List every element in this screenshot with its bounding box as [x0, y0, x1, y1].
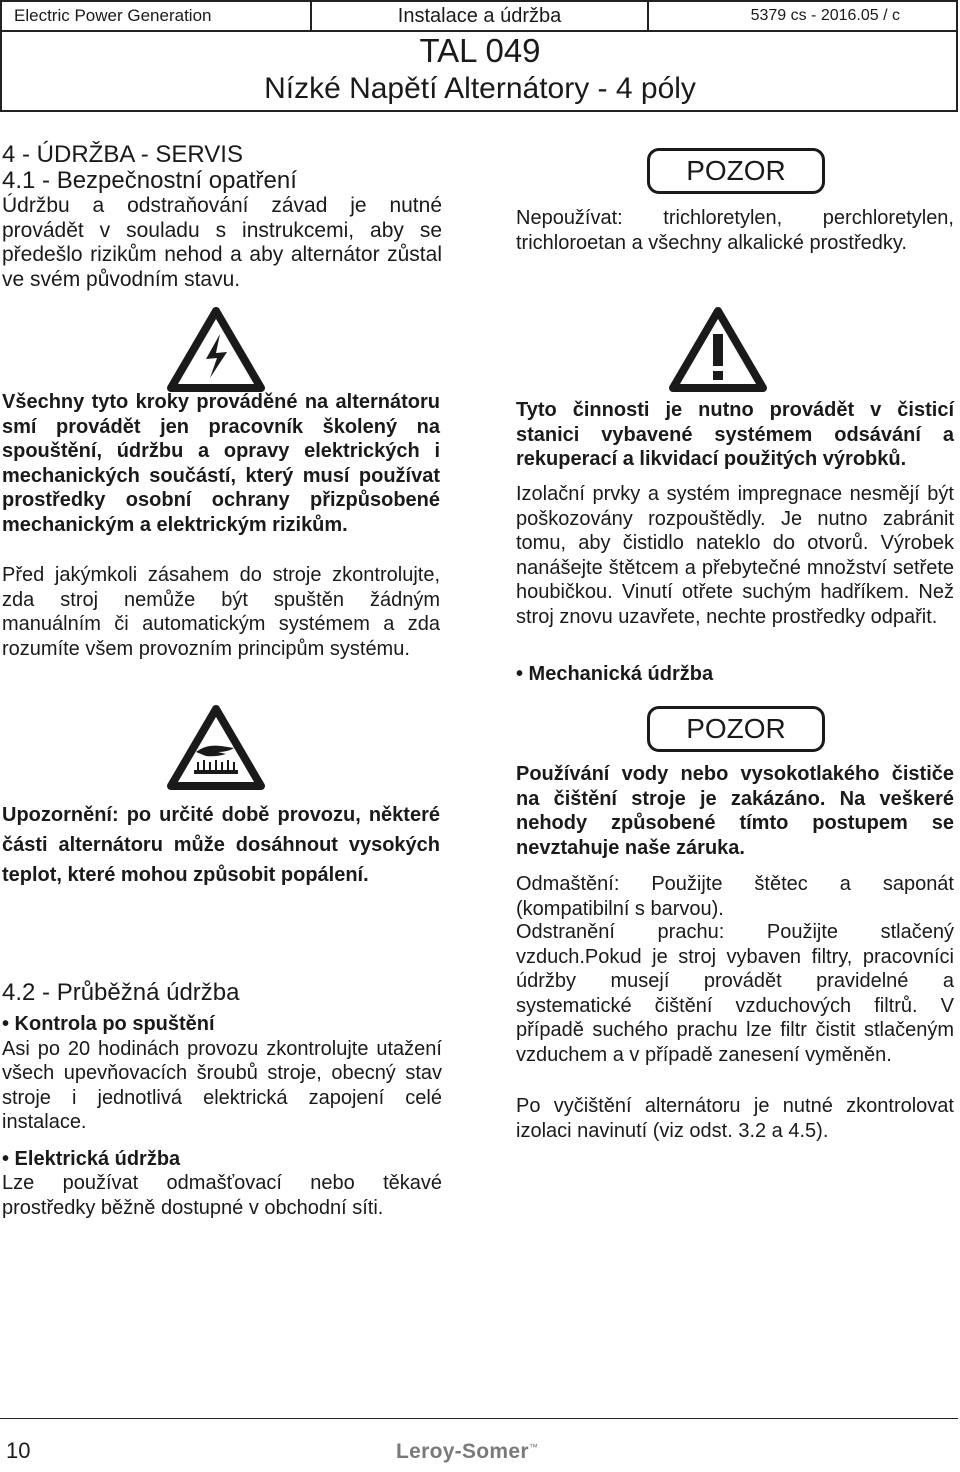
electric-maintenance-heading: • Elektrická údržba — [2, 1147, 181, 1170]
startup-check-text: Asi po 20 hodinách provozu zkontrolujte utažení všech upevňovacích šroubů stroje, obecný stav stroje i jednotlivá elektrická zapojení celé instalace. — [2, 1037, 442, 1133]
electric-hazard-icon — [166, 306, 266, 394]
electric-maintenance-text: Lze používat odmašťovací nebo těkavé prostředky běžně dostupné v obchodní síti. — [2, 1172, 442, 1219]
safety-paragraph: Údržbu a odstraňování závad je nutné provádět v souladu s instrukcemi, aby se předešlo rizikům nehod a aby alternátor zůstal ve svém původním stavu. — [2, 194, 442, 291]
section-title: Instalace a údržba — [397, 5, 562, 27]
cleaning-station-text: Tyto činnosti je nutno provádět v čisticí stanici vybavené systémem odsávání a rekuperací a likvidací použitých výrobků. — [516, 399, 954, 470]
leroy-somer-logo: Leroy-Somer™ — [396, 1440, 539, 1463]
pozor-box-2: POZOR — [647, 706, 825, 752]
header-bar — [0, 0, 958, 32]
company-name: Electric Power Generation — [0, 2, 312, 30]
routine-heading: 4.2 - Průběžná údržba — [2, 979, 240, 1006]
document-subtitle: Nízké Napětí Alternátory - 4 póly — [264, 72, 696, 105]
page-number: 10 — [6, 1438, 31, 1463]
heat-warning-text: Upozornění: po určité době provozu, některé části alternátoru může dosáhnout vysokých teplot, které mohou způsobit popálení. — [2, 804, 440, 886]
general-warning-icon — [668, 306, 768, 394]
dust-removal-text: Odstranění prachu: Použijte stlačený vzduch.Pokud je stroj vybaven filtry, pracovníci údržby musejí provádět pravidelné a systematické čištění vzduchových filtrů. V případě suchého prachu lze filtr čistit stlačeným vzduchem a v případě zanesení vyměněn. — [516, 921, 954, 1066]
mechanical-maintenance-heading: • Mechanická údržba — [516, 663, 714, 685]
chapter-title: 4 - ÚDRŽBA - SERVIS — [2, 141, 243, 168]
safety-section — [2, 142, 442, 292]
insulation-care-text: Izolační prvky a systém impregnace nesmějí být poškozovány rozpouštědly. Je nutno zabránit tomu, aby čistidlo nateklo do otvorů. Výrobek nanášejte štětcem a přebytečné množství setřete houbičkou. Vinutí otřete suchým hadříkem. Než stroj znovu uzavřete, nechte prostředky odpařit. — [516, 483, 954, 628]
startup-check-heading: • Kontrola po spuštění — [2, 1013, 215, 1035]
water-warning-text: Používání vody nebo vysokotlakého čističe na čištění stroje je zakázáno. Na veškeré nehody způsobené tímto postupem se nevztahuje naše záruka. — [516, 763, 954, 859]
footer-divider — [0, 1418, 958, 1419]
degreasing-text: Odmaštění: Použijte štětec a saponát (kompatibilní s barvou). — [516, 873, 954, 920]
electric-warning-text: Všechny tyto kroky prováděné na alternátoru smí provádět jen pracovník školený na spouštění, údržbu a opravy elektrických i mechanických součástí, který musí používat prostředky osobní ochrany přizpůsobené mechanickým a elektrickým rizikům. — [2, 391, 440, 536]
routine-maintenance-section — [2, 980, 442, 1220]
safety-heading: 4.1 - Bezpečnostní opatření — [2, 167, 297, 194]
pozor-box-1: POZOR — [647, 148, 825, 194]
before-intervention-text: Před jakýmkoli zásahem do stroje zkontrolujte, zda stroj nemůže být spuštěn žádným manuálním či automatickým systémem a zda rozumíte všem provozním principům systému. — [2, 564, 440, 660]
document-code: TAL 049 — [419, 32, 541, 69]
insulation-check-text: Po vyčištění alternátoru je nutné zkontrolovat izolaci navinutí (viz odst. 3.2 a 4.5). — [516, 1095, 954, 1142]
hot-surface-icon — [166, 704, 266, 792]
document-reference: 5379 cs - 2016.05 / c — [647, 2, 958, 30]
pozor-text-1: Nepoužívat: trichloretylen, perchloretylen, trichloroetan a všechny alkalické prostředky. — [516, 207, 954, 254]
